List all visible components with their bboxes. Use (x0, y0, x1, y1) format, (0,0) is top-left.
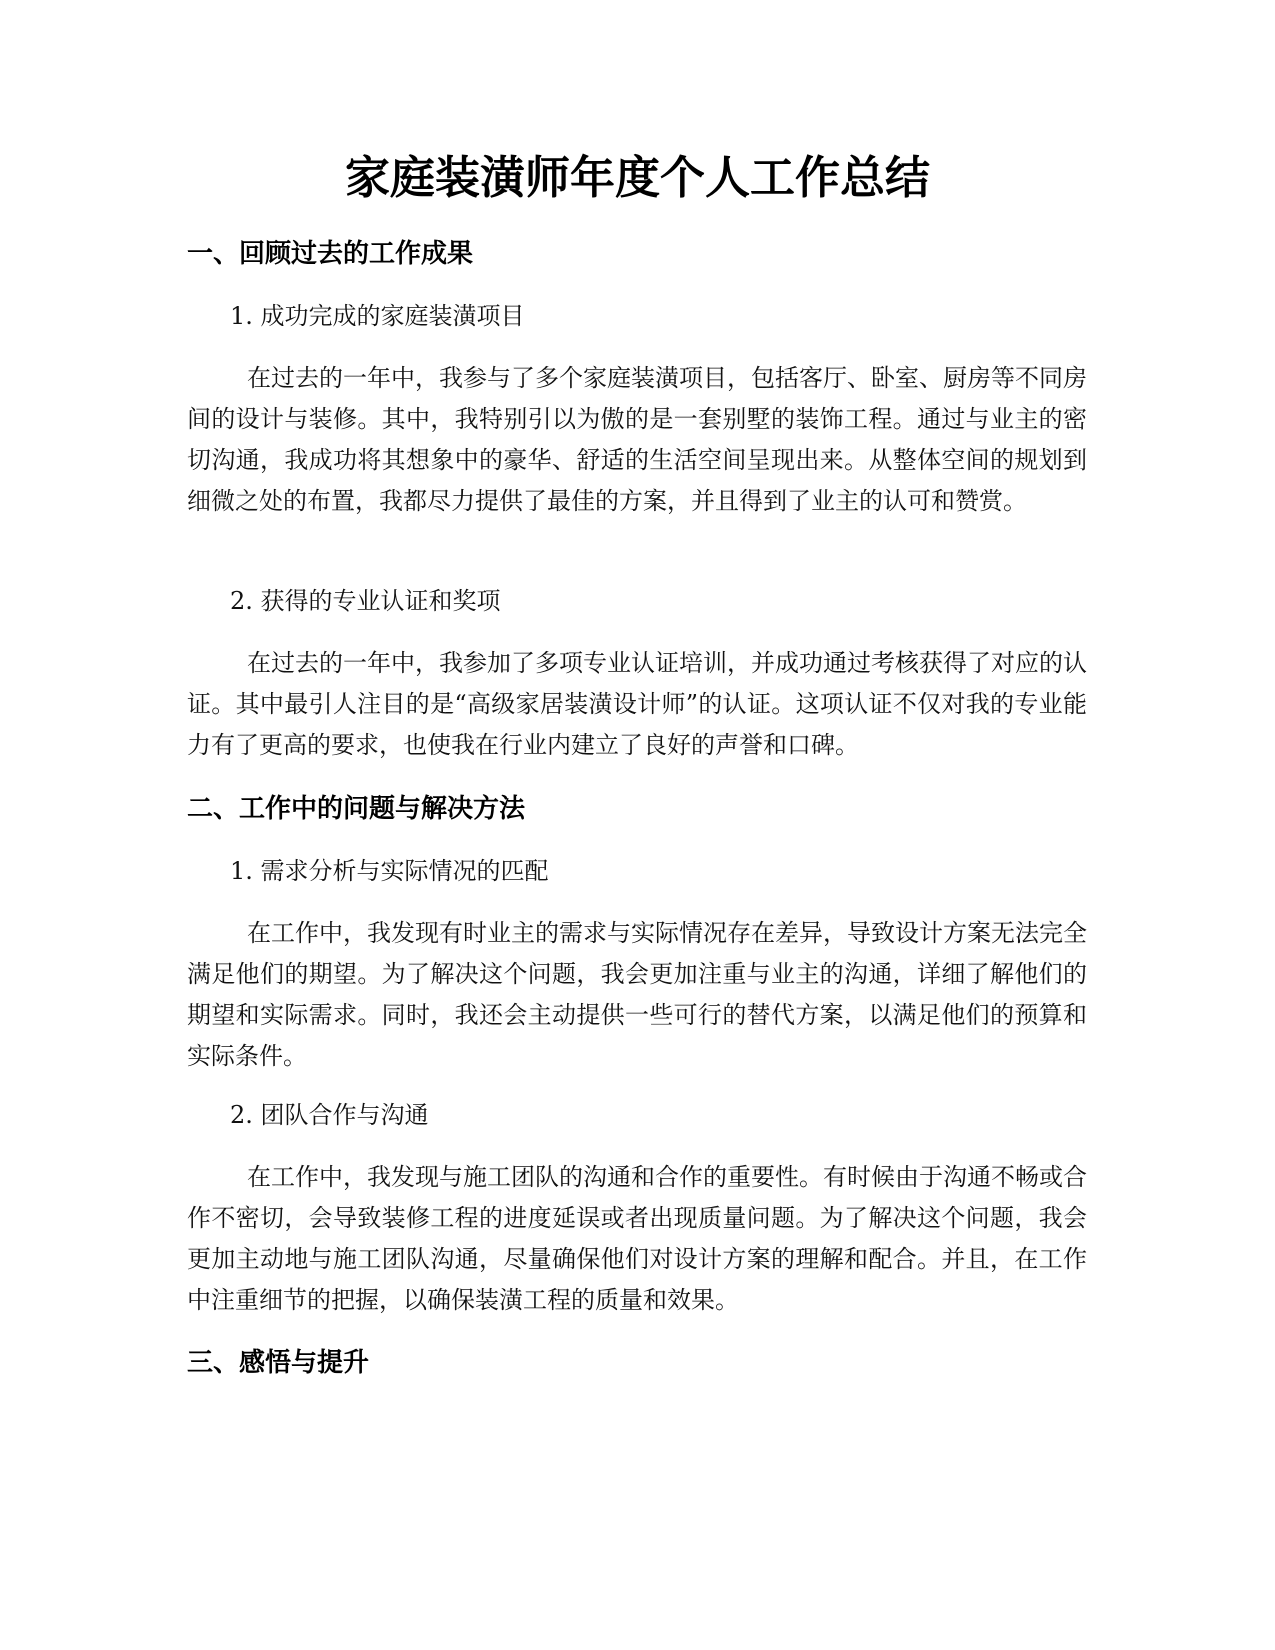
subheading-2-1: 1. 需求分析与实际情况的匹配 (230, 857, 549, 885)
paragraph-1-2: 在过去的一年中，我参加了多项专业认证培训，并成功通过考核获得了对应的认证。其中最引人注目的是“高级家居装潢设计师”的认证。这项认证不仅对我的专业能力有了更高的要求，也使我在行业内建立了良好的声誉和口碑。 (187, 649, 1087, 759)
paragraph-1-1: 在过去的一年中，我参与了多个家庭装潢项目，包括客厅、卧室、厨房等不同房间的设计与装修。其中，我特别引以为傲的是一套别墅的装饰工程。通过与业主的密切沟通，我成功将其想象中的豪华、舒适的生活空间呈现出来。从整体空间的规划到细微之处的布置，我都尽力提供了最佳的方案，并且得到了业主的认可和赞赏。 (187, 364, 1087, 515)
section-heading-3: 三、感悟与提升 (187, 1348, 370, 1378)
paragraph-2-2: 在工作中，我发现与施工团队的沟通和合作的重要性。有时候由于沟通不畅或合作不密切，会导致装修工程的进度延误或者出现质量问题。为了解决这个问题，我会更加主动地与施工团队沟通，尽量确保他们对设计方案的理解和配合。并且，在工作中注重细节的把握，以确保装潢工程的质量和效果。 (187, 1163, 1087, 1314)
document-title: 家庭装潢师年度个人工作总结 (344, 151, 930, 204)
subheading-2-2: 2. 团队合作与沟通 (230, 1101, 429, 1129)
subheading-1-1: 1. 成功完成的家庭装潢项目 (230, 302, 525, 330)
section-heading-1: 一、回顾过去的工作成果 (187, 239, 474, 269)
subheading-1-2: 2. 获得的专业认证和奖项 (230, 587, 501, 615)
section-heading-2: 二、工作中的问题与解决方法 (187, 794, 526, 824)
paragraph-2-1: 在工作中，我发现有时业主的需求与实际情况存在差异，导致设计方案无法完全满足他们的期望。为了解决这个问题，我会更加注重与业主的沟通，详细了解他们的期望和实际需求。同时，我还会主动提供一些可行的替代方案，以满足他们的预算和实际条件。 (187, 919, 1087, 1070)
